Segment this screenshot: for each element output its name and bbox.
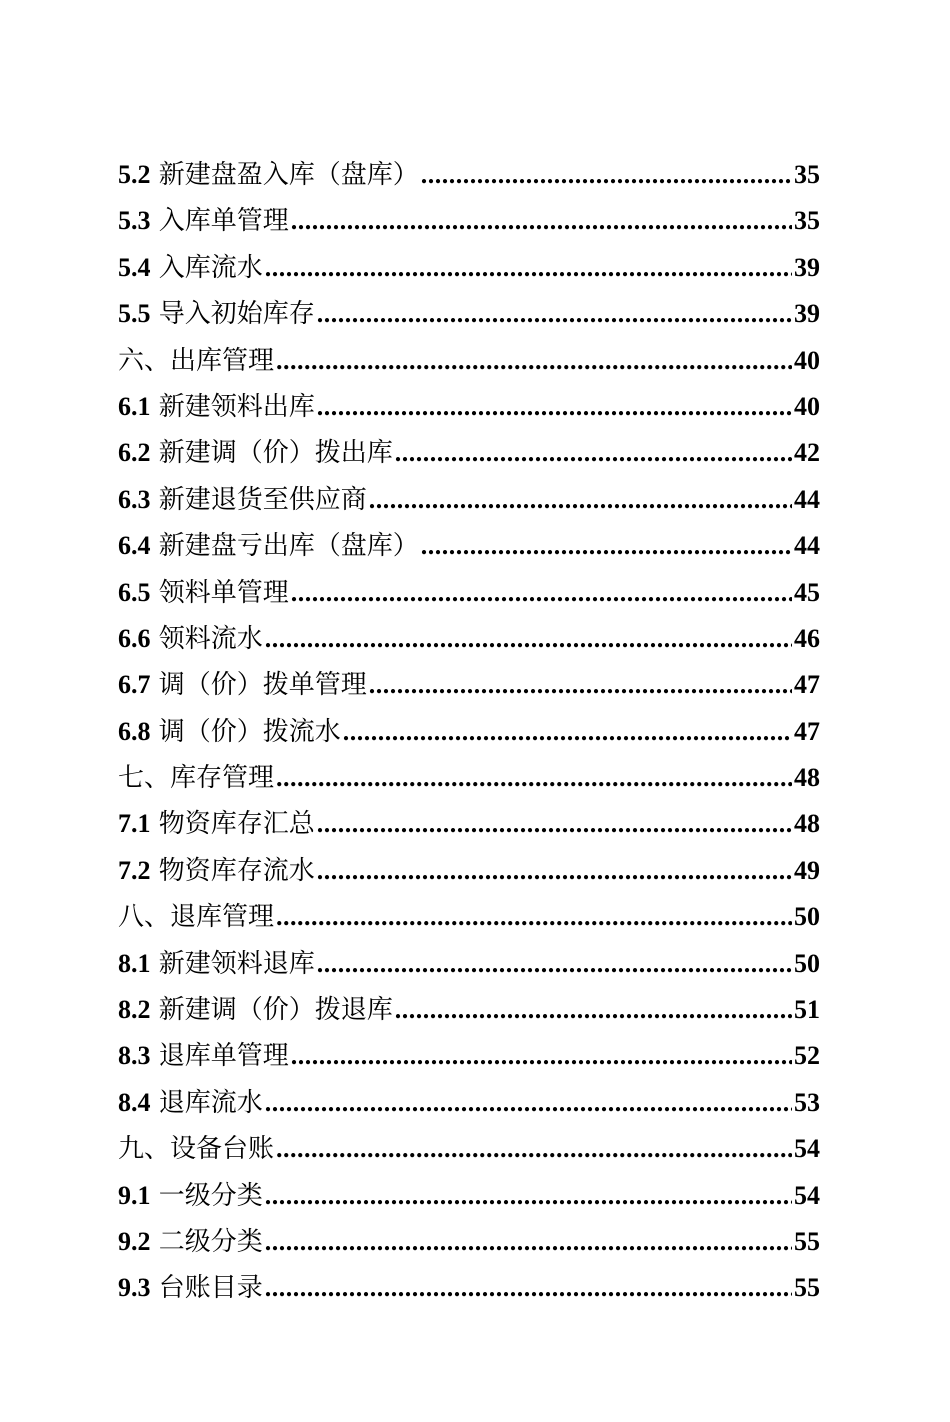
toc-leader-dots xyxy=(317,291,792,337)
toc-entry-text: 调（价）拨流水 xyxy=(158,716,341,747)
toc-entry[interactable] xyxy=(118,152,820,198)
toc-entry[interactable] xyxy=(118,1033,820,1079)
toc-entry-text: 新建退货至供应商 xyxy=(158,484,367,515)
toc-leader-dots xyxy=(343,709,792,755)
toc-entry-text: 物资库存汇总 xyxy=(158,809,315,840)
toc-entry-text: 新建调（价）拨退库 xyxy=(158,995,393,1026)
toc-page-number: 55 xyxy=(794,1273,820,1303)
toc-entry-text: 二级分类 xyxy=(158,1226,263,1257)
toc-entry-number: 6.6 xyxy=(118,623,151,653)
toc-entry-title xyxy=(118,384,315,430)
toc-entry-title xyxy=(118,198,289,244)
toc-page-number: 47 xyxy=(794,670,820,700)
toc-page-number: 54 xyxy=(794,1134,820,1164)
toc-entry-text: 领料单管理 xyxy=(158,577,289,608)
toc-entry[interactable] xyxy=(118,848,820,894)
toc-entry-text: 新建盘盈入库（盘库） xyxy=(158,160,419,190)
toc-page-number: 50 xyxy=(794,948,820,978)
toc-entry[interactable] xyxy=(118,1219,820,1265)
toc-entry-title xyxy=(118,1033,289,1079)
toc-entry-number: 6.5 xyxy=(118,577,151,607)
toc-chapter-title: 八、退库管理 xyxy=(118,902,275,933)
toc-leader-dots xyxy=(369,477,792,523)
toc-leader-dots xyxy=(265,1265,792,1311)
toc-entry-number: 8.3 xyxy=(118,1041,151,1071)
toc-entry-title xyxy=(118,1265,263,1311)
toc-entry-number: 6.8 xyxy=(118,716,151,746)
toc-entry-number: 8.4 xyxy=(118,1087,151,1117)
toc-page-number: 49 xyxy=(794,855,820,885)
toc-chapter-entry[interactable] xyxy=(118,338,820,384)
table-of-contents xyxy=(118,152,820,1312)
toc-entry-number: 6.7 xyxy=(118,670,151,700)
toc-entry-text: 台账目录 xyxy=(158,1273,263,1304)
toc-entry-text: 新建领料出库 xyxy=(158,391,315,422)
toc-entry[interactable] xyxy=(118,477,820,523)
toc-leader-dots xyxy=(265,1173,792,1219)
toc-entry-title xyxy=(118,291,315,337)
toc-entry-title xyxy=(118,616,263,662)
toc-leader-dots xyxy=(317,848,792,894)
toc-entry-title xyxy=(118,941,315,987)
toc-page-number: 53 xyxy=(794,1087,820,1117)
toc-entry-number: 9.2 xyxy=(118,1226,151,1256)
toc-page-number: 48 xyxy=(794,763,820,793)
toc-entry-text: 入库流水 xyxy=(158,252,263,283)
toc-leader-dots xyxy=(317,801,792,847)
toc-entry[interactable] xyxy=(118,801,820,847)
toc-chapter-title: 六、出库管理 xyxy=(118,345,275,376)
toc-chapter-entry[interactable] xyxy=(118,755,820,801)
toc-leader-dots xyxy=(395,430,792,476)
toc-entry-title xyxy=(118,709,341,755)
toc-leader-dots xyxy=(276,755,792,801)
toc-entry-text: 领料流水 xyxy=(158,623,263,654)
toc-leader-dots xyxy=(317,941,792,987)
toc-leader-dots xyxy=(265,1219,792,1265)
toc-entry-number: 7.1 xyxy=(118,809,151,839)
toc-entry-text: 退库流水 xyxy=(158,1087,263,1118)
toc-entry-text: 物资库存流水 xyxy=(158,855,315,886)
toc-entry[interactable] xyxy=(118,987,820,1033)
toc-entry-title xyxy=(118,430,393,476)
toc-entry[interactable] xyxy=(118,616,820,662)
toc-page-number: 40 xyxy=(794,345,820,375)
toc-page-number: 51 xyxy=(794,995,820,1025)
toc-entry-text: 新建盘亏出库（盘库） xyxy=(158,531,419,562)
toc-entry-title xyxy=(118,1219,263,1265)
toc-page-number: 55 xyxy=(794,1226,820,1256)
toc-entry[interactable] xyxy=(118,1265,820,1311)
toc-entry[interactable] xyxy=(118,245,820,291)
toc-entry-number: 5.5 xyxy=(118,299,151,329)
toc-entry-title xyxy=(118,245,263,291)
toc-entry-title xyxy=(118,987,393,1033)
toc-entry[interactable] xyxy=(118,198,820,244)
toc-page-number: 52 xyxy=(794,1041,820,1071)
toc-entry-title xyxy=(118,152,419,198)
toc-entry-text: 导入初始库存 xyxy=(158,299,315,330)
toc-entry[interactable] xyxy=(118,570,820,616)
toc-entry-title xyxy=(118,523,419,569)
toc-chapter-title: 九、设备台账 xyxy=(118,1134,275,1165)
toc-entry-number: 8.1 xyxy=(118,948,151,978)
toc-chapter-title: 七、库存管理 xyxy=(118,763,275,794)
toc-entry[interactable] xyxy=(118,709,820,755)
toc-entry-text: 退库单管理 xyxy=(158,1041,289,1072)
toc-leader-dots xyxy=(265,616,792,662)
toc-entry[interactable] xyxy=(118,430,820,476)
toc-page-number: 35 xyxy=(794,206,820,236)
toc-entry[interactable] xyxy=(118,523,820,569)
toc-entry-title xyxy=(118,1173,263,1219)
toc-entry[interactable] xyxy=(118,384,820,430)
toc-leader-dots xyxy=(291,570,792,616)
toc-entry-title xyxy=(118,477,367,523)
toc-entry-title xyxy=(118,662,367,708)
toc-entry-number: 8.2 xyxy=(118,995,151,1025)
toc-page-number: 44 xyxy=(794,531,820,561)
toc-chapter-entry[interactable] xyxy=(118,1126,820,1172)
toc-entry[interactable] xyxy=(118,941,820,987)
toc-leader-dots xyxy=(369,662,792,708)
toc-page-number: 48 xyxy=(794,809,820,839)
toc-entry[interactable] xyxy=(118,1080,820,1126)
toc-leader-dots xyxy=(421,152,792,198)
toc-leader-dots xyxy=(317,384,792,430)
toc-leader-dots xyxy=(276,894,792,940)
toc-entry-number: 5.4 xyxy=(118,252,151,282)
toc-entry-number: 9.3 xyxy=(118,1273,151,1303)
toc-chapter-entry[interactable] xyxy=(118,894,820,940)
toc-entry-text: 新建领料退库 xyxy=(158,948,315,979)
toc-entry[interactable] xyxy=(118,662,820,708)
toc-entry-text: 入库单管理 xyxy=(158,206,289,237)
toc-entry-number: 6.2 xyxy=(118,438,151,468)
toc-leader-dots xyxy=(291,198,792,244)
toc-leader-dots xyxy=(265,1080,792,1126)
toc-entry-number: 6.3 xyxy=(118,484,151,514)
toc-entry-text: 调（价）拨单管理 xyxy=(158,670,367,701)
toc-entry-number: 7.2 xyxy=(118,855,151,885)
toc-page-number: 54 xyxy=(794,1180,820,1210)
toc-entry-number: 5.2 xyxy=(118,160,151,189)
toc-entry-title xyxy=(118,570,289,616)
toc-leader-dots xyxy=(421,523,792,569)
toc-page-number: 42 xyxy=(794,438,820,468)
toc-entry-text: 新建调（价）拨出库 xyxy=(158,438,393,469)
toc-leader-dots xyxy=(291,1033,792,1079)
toc-leader-dots xyxy=(395,987,792,1033)
toc-page-number: 39 xyxy=(794,252,820,282)
toc-entry-number: 6.1 xyxy=(118,391,151,421)
toc-page-number: 39 xyxy=(794,299,820,329)
toc-entry-title xyxy=(118,801,315,847)
toc-entry-text: 一级分类 xyxy=(158,1180,263,1211)
toc-leader-dots xyxy=(265,245,792,291)
toc-page-number: 35 xyxy=(794,160,820,189)
toc-leader-dots xyxy=(276,1126,792,1172)
toc-page-number: 45 xyxy=(794,577,820,607)
toc-page-number: 44 xyxy=(794,484,820,514)
toc-entry-title xyxy=(118,1080,263,1126)
toc-entry[interactable] xyxy=(118,291,820,337)
toc-entry-number: 6.4 xyxy=(118,531,151,561)
toc-page-number: 40 xyxy=(794,391,820,421)
toc-page-number: 46 xyxy=(794,623,820,653)
toc-entry-title xyxy=(118,848,315,894)
toc-entry[interactable] xyxy=(118,1173,820,1219)
toc-entry-number: 9.1 xyxy=(118,1180,151,1210)
toc-leader-dots xyxy=(276,338,792,384)
toc-page-number: 47 xyxy=(794,716,820,746)
toc-entry-number: 5.3 xyxy=(118,206,151,236)
toc-page-number: 50 xyxy=(794,902,820,932)
